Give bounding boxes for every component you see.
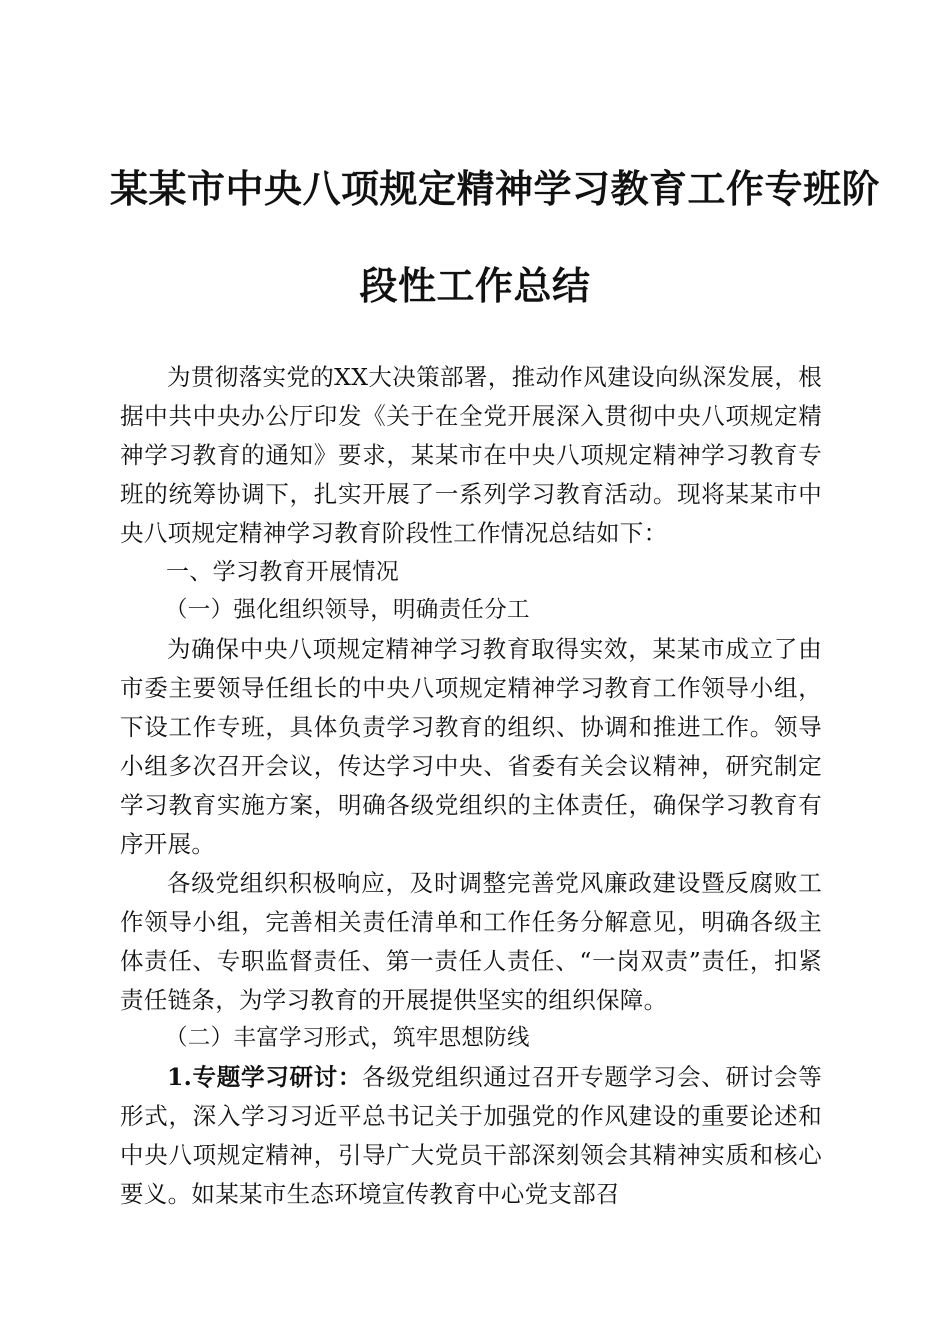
document-body [120,358,822,1214]
intro-paragraph: 为贯彻落实党的XX大决策部署，推动作风建设向纵深发展，根据中共中央办公厅印发《关于在全党开展深入贯彻中央八项规定精神学习教育的通知》要求，某某市在中央八项规定精神学习教育专班的统筹协调下，扎实开展了一系列学习教育活动。现将某某市中央八项规定精神学习教育阶段性工作情况总结如下： [120,363,822,547]
section-heading-1: 一、学习教育开展情况 [166,558,399,585]
list-item-1-text: 各级党组织通过召开专题学习会、研讨会等形式，深入学习习近平总书记关于加强党的作风建设的重要论述和中央八项规定精神，引导广大党员干部深刻领会其精神实质和核心要义。如某某市生态环境宣传教育中心党支部召 [120,1063,822,1209]
body-paragraph-1: 为确保中央八项规定精神学习教育取得实效，某某市成立了由市委主要领导任组长的中央八项规定精神学习教育工作领导小组，下设工作专班，具体负责学习教育的组织、协调和推进工作。领导小组多次召开会议，传达学习中央、省委有关会议精神，研究制定学习教育实施方案，明确各级党组织的主体责任，确保学习教育有序开展。 [120,635,822,858]
list-item-1 [120,1058,822,1214]
body-paragraph-2: 各级党组织积极响应，及时调整完善党风廉政建设暨反腐败工作领导小组，完善相关责任清单和工作任务分解意见，明确各级主体责任、专职监督责任、第一责任人责任、“一岗双责”责任，扣紧责任链条，为学习教育的开展提供坚实的组织保障。 [120,868,822,1014]
subsection-heading-1: （一）强化组织领导，明确责任分工 [165,597,530,624]
document-title-line-2: 段性工作总结 [359,263,591,308]
document-title-line-1: 某某市中央八项规定精神学习教育工作专班阶 [110,166,881,211]
subsection-heading-2: （二）丰富学习形式，筑牢思想防线 [165,1025,530,1052]
list-item-1-lead: 1.专题学习研讨： [167,1063,363,1092]
